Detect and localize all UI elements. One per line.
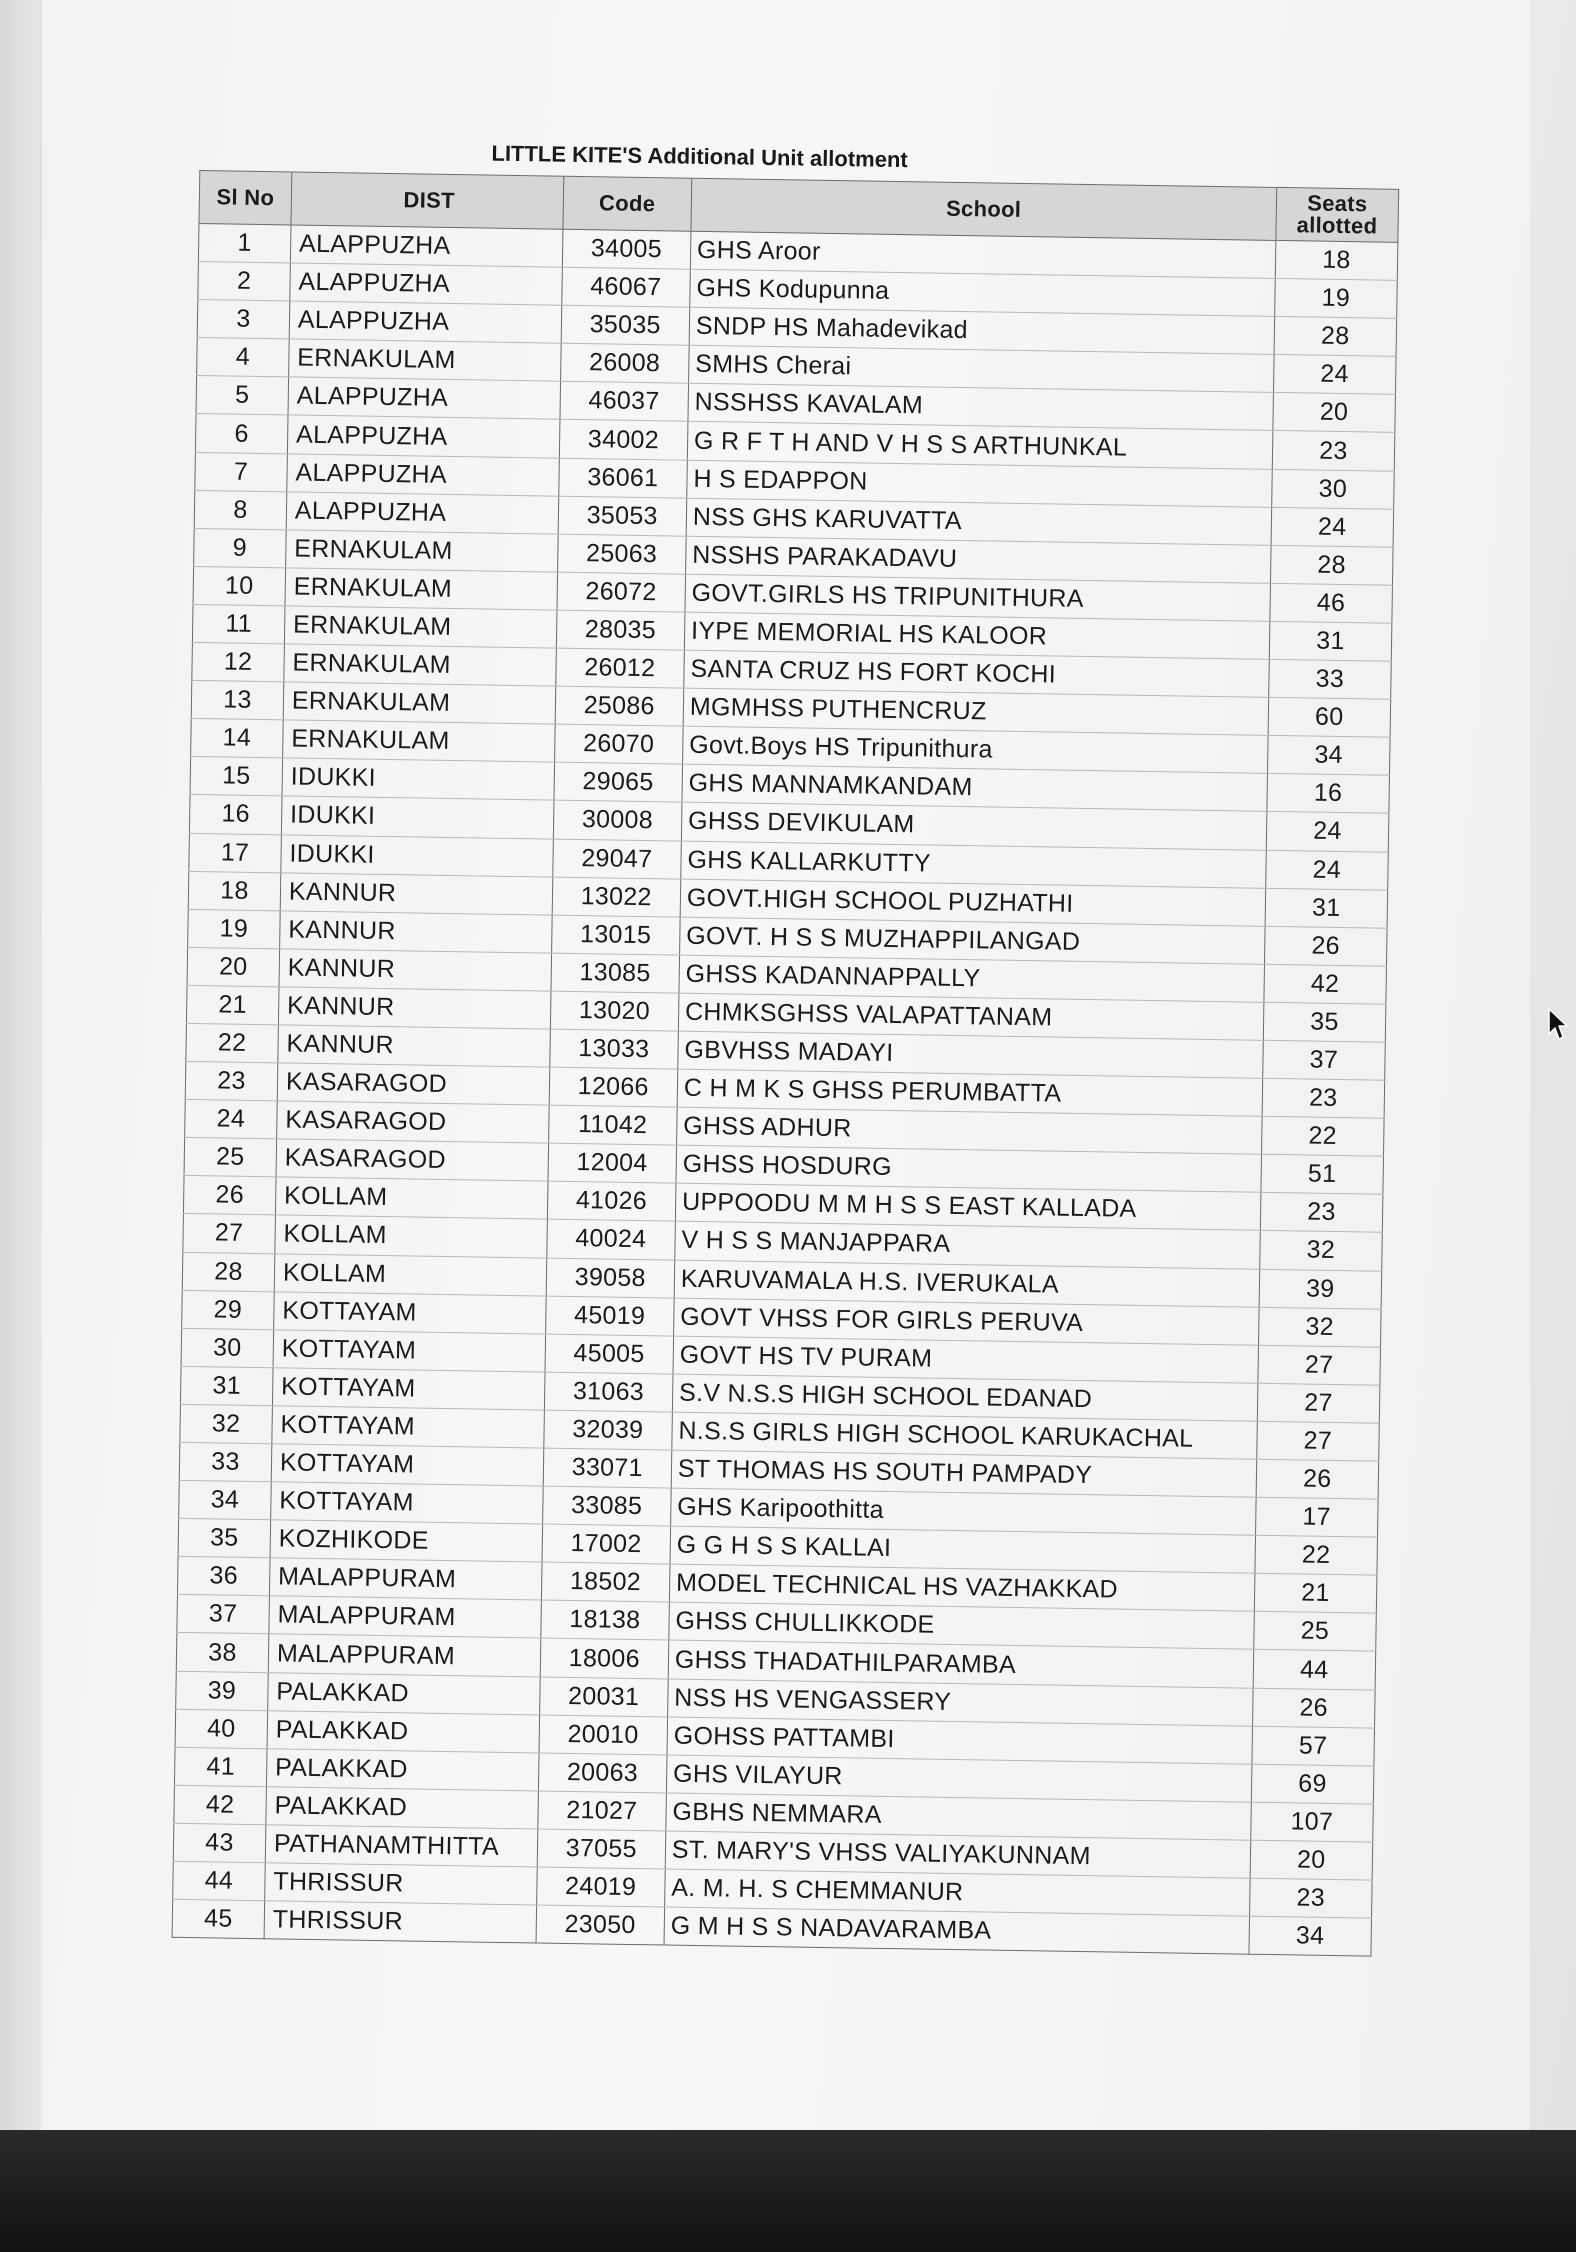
cell-dist: KANNUR bbox=[280, 872, 552, 914]
cell-school: G M H S S NADAVARAMBA bbox=[664, 1907, 1249, 1954]
cell-sl-no: 28 bbox=[182, 1252, 274, 1292]
cell-sl-no: 41 bbox=[174, 1747, 266, 1787]
cell-school: NSSHSS KAVALAM bbox=[688, 384, 1273, 431]
cell-sl-no: 33 bbox=[179, 1442, 271, 1482]
cell-code: 26070 bbox=[554, 724, 683, 764]
cell-seats-allotted: 34 bbox=[1267, 736, 1390, 776]
cell-sl-no: 12 bbox=[192, 642, 284, 682]
cell-seats-allotted: 26 bbox=[1264, 926, 1387, 966]
cell-dist: KANNUR bbox=[279, 949, 551, 991]
cell-school: KARUVAMALA H.S. IVERUKALA bbox=[674, 1260, 1259, 1307]
cell-school: IYPE MEMORIAL HS KALOOR bbox=[684, 612, 1269, 659]
cell-seats-allotted: 23 bbox=[1260, 1193, 1383, 1233]
cell-dist: ERNAKULAM bbox=[286, 530, 558, 572]
cell-school: GHSS CHULLIKKODE bbox=[669, 1602, 1254, 1649]
cell-seats-allotted: 44 bbox=[1253, 1650, 1376, 1690]
cell-dist: IDUKKI bbox=[281, 796, 553, 838]
cell-sl-no: 10 bbox=[193, 566, 285, 606]
cell-code: 34002 bbox=[559, 420, 688, 460]
cell-dist: THRISSUR bbox=[265, 1863, 537, 1905]
cell-sl-no: 26 bbox=[183, 1176, 275, 1216]
cell-seats-allotted: 20 bbox=[1250, 1840, 1373, 1880]
cell-dist: KOZHIKODE bbox=[270, 1520, 542, 1562]
cell-school: GOVT. H S S MUZHAPPILANGAD bbox=[679, 917, 1264, 964]
cell-sl-no: 13 bbox=[191, 681, 283, 721]
cell-seats-allotted: 22 bbox=[1261, 1116, 1384, 1156]
cell-dist: KANNUR bbox=[280, 911, 552, 953]
cell-code: 32039 bbox=[543, 1410, 672, 1450]
cell-code: 13085 bbox=[551, 953, 680, 993]
cell-seats-allotted: 46 bbox=[1270, 583, 1393, 623]
cell-school: GOVT VHSS FOR GIRLS PERUVA bbox=[673, 1298, 1258, 1345]
cell-dist: PATHANAMTHITTA bbox=[265, 1825, 537, 1867]
table-body bbox=[172, 223, 1398, 1956]
cell-school: GOHSS PATTAMBI bbox=[667, 1717, 1252, 1764]
cell-sl-no: 39 bbox=[176, 1671, 268, 1711]
cell-seats-allotted: 20 bbox=[1273, 393, 1396, 433]
column-header-dist: DIST bbox=[291, 172, 564, 229]
cell-code: 13015 bbox=[551, 915, 680, 955]
cell-seats-allotted: 30 bbox=[1271, 469, 1394, 509]
cell-code: 11042 bbox=[548, 1105, 677, 1145]
cell-seats-allotted: 42 bbox=[1264, 964, 1387, 1004]
cell-code: 23050 bbox=[536, 1905, 665, 1945]
monitor-bottom-bezel bbox=[0, 2130, 1576, 2252]
cell-dist: ALAPPUZHA bbox=[287, 415, 559, 457]
cell-dist: KASARAGOD bbox=[277, 1063, 549, 1105]
cell-sl-no: 17 bbox=[189, 833, 281, 873]
cell-seats-allotted: 24 bbox=[1266, 812, 1389, 852]
column-header-code: Code bbox=[563, 176, 692, 231]
cell-dist: PALAKKAD bbox=[268, 1672, 540, 1714]
document-title: LITTLE KITE'S Additional Unit allotment bbox=[491, 140, 908, 173]
cell-seats-allotted: 21 bbox=[1254, 1574, 1377, 1614]
cell-code: 29047 bbox=[552, 839, 681, 879]
allotment-table bbox=[172, 170, 1400, 1957]
cell-dist: ALAPPUZHA bbox=[290, 225, 562, 267]
cell-seats-allotted: 28 bbox=[1274, 317, 1397, 357]
cell-sl-no: 21 bbox=[186, 985, 278, 1025]
cell-school: GBHS NEMMARA bbox=[666, 1793, 1251, 1840]
cell-dist: IDUKKI bbox=[282, 758, 554, 800]
cell-sl-no: 40 bbox=[175, 1709, 267, 1749]
cell-sl-no: 19 bbox=[188, 909, 280, 949]
cell-code: 20063 bbox=[538, 1753, 667, 1793]
cell-code: 26008 bbox=[560, 343, 689, 383]
cell-code: 36061 bbox=[558, 458, 687, 498]
cell-sl-no: 44 bbox=[173, 1861, 265, 1901]
cell-school: GHS Aroor bbox=[690, 231, 1275, 278]
cell-dist: ALAPPUZHA bbox=[288, 377, 560, 419]
cell-seats-allotted: 16 bbox=[1267, 774, 1390, 814]
cell-seats-allotted: 25 bbox=[1253, 1612, 1376, 1652]
cell-school: GHS KALLARKUTTY bbox=[681, 841, 1266, 888]
cell-seats-allotted: 69 bbox=[1251, 1764, 1374, 1804]
cell-dist: KOTTAYAM bbox=[271, 1444, 543, 1486]
cell-seats-allotted: 22 bbox=[1255, 1535, 1378, 1575]
allotment-document bbox=[172, 128, 1450, 1958]
cell-sl-no: 35 bbox=[178, 1519, 270, 1559]
cell-dist: ERNAKULAM bbox=[283, 720, 555, 762]
cell-code: 45005 bbox=[545, 1334, 674, 1374]
cell-school: G G H S S KALLAI bbox=[670, 1526, 1255, 1573]
cell-seats-allotted: 107 bbox=[1250, 1802, 1373, 1842]
cell-dist: MALAPPURAM bbox=[269, 1596, 541, 1638]
cell-school: SNDP HS Mahadevikad bbox=[689, 307, 1274, 354]
cell-dist: ERNAKULAM bbox=[285, 568, 557, 610]
cell-school: CHMKSGHSS VALAPATTANAM bbox=[678, 993, 1263, 1040]
cell-dist: PALAKKAD bbox=[266, 1749, 538, 1791]
cell-school: H S EDAPPON bbox=[687, 460, 1272, 507]
cell-school: ST. MARY'S VHSS VALIYAKUNNAM bbox=[665, 1831, 1250, 1878]
cell-sl-no: 8 bbox=[194, 490, 286, 530]
cell-sl-no: 18 bbox=[188, 871, 280, 911]
cell-dist: PALAKKAD bbox=[266, 1787, 538, 1829]
cell-dist: IDUKKI bbox=[281, 834, 553, 876]
cell-school: A. M. H. S CHEMMANUR bbox=[665, 1869, 1250, 1916]
cell-code: 21027 bbox=[537, 1791, 666, 1831]
column-header-seats-allotted: Seats allotted bbox=[1276, 187, 1399, 242]
cell-code: 40024 bbox=[546, 1220, 675, 1260]
cell-dist: THRISSUR bbox=[264, 1901, 536, 1943]
cell-seats-allotted: 28 bbox=[1270, 545, 1393, 585]
cell-seats-allotted: 39 bbox=[1259, 1269, 1382, 1309]
cell-code: 33071 bbox=[543, 1448, 672, 1488]
cell-sl-no: 20 bbox=[187, 947, 279, 987]
cell-sl-no: 34 bbox=[179, 1480, 271, 1520]
cell-sl-no: 4 bbox=[197, 338, 289, 378]
cell-code: 35035 bbox=[561, 305, 690, 345]
screen-left-edge bbox=[0, 0, 40, 2130]
cell-school: MODEL TECHNICAL HS VAZHAKKAD bbox=[669, 1564, 1254, 1611]
cell-school: GHS MANNAMKANDAM bbox=[682, 764, 1267, 811]
cell-code: 12066 bbox=[549, 1067, 678, 1107]
cell-seats-allotted: 26 bbox=[1256, 1459, 1379, 1499]
cell-school: GHSS THADATHILPARAMBA bbox=[668, 1641, 1253, 1688]
cell-code: 13022 bbox=[552, 877, 681, 917]
cell-sl-no: 11 bbox=[192, 604, 284, 644]
cell-code: 31063 bbox=[544, 1372, 673, 1412]
cell-seats-allotted: 32 bbox=[1259, 1231, 1382, 1271]
cell-seats-allotted: 17 bbox=[1255, 1497, 1378, 1537]
cell-sl-no: 42 bbox=[174, 1785, 266, 1825]
cell-school: ST THOMAS HS SOUTH PAMPADY bbox=[671, 1450, 1256, 1497]
cell-code: 26072 bbox=[557, 572, 686, 612]
cell-code: 28035 bbox=[556, 610, 685, 650]
cell-dist: ALAPPUZHA bbox=[286, 492, 558, 534]
cell-sl-no: 32 bbox=[180, 1404, 272, 1444]
cell-school: MGMHSS PUTHENCRUZ bbox=[683, 688, 1268, 735]
cell-seats-allotted: 37 bbox=[1262, 1040, 1385, 1080]
cell-code: 26012 bbox=[555, 648, 684, 688]
cell-school: N.S.S GIRLS HIGH SCHOOL KARUKACHAL bbox=[672, 1412, 1257, 1459]
cell-sl-no: 29 bbox=[182, 1290, 274, 1330]
cell-dist: MALAPPURAM bbox=[268, 1634, 540, 1676]
cell-dist: KOLLAM bbox=[274, 1253, 546, 1295]
cell-sl-no: 31 bbox=[180, 1366, 272, 1406]
cell-dist: KANNUR bbox=[278, 1025, 550, 1067]
cell-school: GOVT.HIGH SCHOOL PUZHATHI bbox=[680, 879, 1265, 926]
cell-code: 37055 bbox=[537, 1829, 666, 1869]
cell-seats-allotted: 34 bbox=[1249, 1916, 1372, 1956]
cell-school: NSS GHS KARUVATTA bbox=[686, 498, 1271, 545]
cell-school: GHSS DEVIKULAM bbox=[681, 803, 1266, 850]
cell-sl-no: 16 bbox=[189, 795, 281, 835]
cell-seats-allotted: 23 bbox=[1249, 1878, 1372, 1918]
cell-dist: ALAPPUZHA bbox=[289, 301, 561, 343]
cell-code: 18138 bbox=[540, 1600, 669, 1640]
cell-dist: KOLLAM bbox=[275, 1177, 547, 1219]
cell-sl-no: 38 bbox=[176, 1633, 268, 1673]
cell-seats-allotted: 57 bbox=[1252, 1726, 1375, 1766]
cell-seats-allotted: 35 bbox=[1263, 1002, 1386, 1042]
cell-code: 12004 bbox=[548, 1143, 677, 1183]
cell-seats-allotted: 31 bbox=[1269, 621, 1392, 661]
cell-seats-allotted: 33 bbox=[1268, 659, 1391, 699]
cell-school: SANTA CRUZ HS FORT KOCHI bbox=[684, 650, 1269, 697]
cell-code: 13033 bbox=[549, 1029, 678, 1069]
cell-code: 20010 bbox=[539, 1715, 668, 1755]
cell-dist: ALAPPUZHA bbox=[287, 453, 559, 495]
cell-code: 46037 bbox=[560, 382, 689, 422]
cell-seats-allotted: 60 bbox=[1268, 697, 1391, 737]
cell-school: GBVHSS MADAYI bbox=[678, 1031, 1263, 1078]
cell-dist: KOTTAYAM bbox=[272, 1406, 544, 1448]
cell-dist: ERNAKULAM bbox=[284, 644, 556, 686]
cell-dist: KOTTAYAM bbox=[271, 1482, 543, 1524]
cell-school: GOVT HS TV PURAM bbox=[673, 1336, 1258, 1383]
cell-sl-no: 5 bbox=[196, 376, 288, 416]
cell-code: 13020 bbox=[550, 991, 679, 1031]
cell-dist: KASARAGOD bbox=[276, 1139, 548, 1181]
cell-seats-allotted: 26 bbox=[1252, 1688, 1375, 1728]
cell-school: GHSS HOSDURG bbox=[676, 1145, 1261, 1192]
cell-sl-no: 22 bbox=[186, 1023, 278, 1063]
cell-code: 35053 bbox=[558, 496, 687, 536]
cell-sl-no: 24 bbox=[185, 1100, 277, 1140]
cell-seats-allotted: 19 bbox=[1274, 278, 1397, 318]
cell-seats-allotted: 27 bbox=[1258, 1345, 1381, 1385]
cell-code: 18006 bbox=[540, 1639, 669, 1679]
cell-school: GHSS KADANNAPPALLY bbox=[679, 955, 1264, 1002]
cell-sl-no: 45 bbox=[172, 1899, 264, 1939]
cell-dist: ERNAKULAM bbox=[289, 339, 561, 381]
cell-seats-allotted: 23 bbox=[1272, 431, 1395, 471]
cell-sl-no: 37 bbox=[177, 1595, 269, 1635]
cell-code: 17002 bbox=[542, 1524, 671, 1564]
cell-school: NSS HS VENGASSERY bbox=[668, 1679, 1253, 1726]
cell-sl-no: 3 bbox=[197, 300, 289, 340]
cell-code: 29065 bbox=[554, 762, 683, 802]
cell-dist: KOTTAYAM bbox=[274, 1291, 546, 1333]
cell-school: S.V N.S.S HIGH SCHOOL EDANAD bbox=[672, 1374, 1257, 1421]
cell-code: 34005 bbox=[562, 229, 691, 269]
cell-code: 33085 bbox=[542, 1486, 671, 1526]
cell-sl-no: 2 bbox=[198, 262, 290, 302]
cell-seats-allotted: 27 bbox=[1257, 1383, 1380, 1423]
column-header-school: School bbox=[691, 178, 1277, 240]
cell-school: SMHS Cherai bbox=[688, 345, 1273, 392]
cell-sl-no: 1 bbox=[198, 223, 290, 263]
cell-seats-allotted: 24 bbox=[1271, 507, 1394, 547]
cell-code: 24019 bbox=[536, 1867, 665, 1907]
cell-sl-no: 36 bbox=[177, 1557, 269, 1597]
cell-dist: KOTTAYAM bbox=[273, 1330, 545, 1372]
cell-seats-allotted: 23 bbox=[1262, 1078, 1385, 1118]
cell-seats-allotted: 51 bbox=[1261, 1155, 1384, 1195]
cell-code: 25063 bbox=[557, 534, 686, 574]
cell-code: 30008 bbox=[553, 801, 682, 841]
cell-code: 46067 bbox=[561, 267, 690, 307]
cell-school: GHS VILAYUR bbox=[666, 1755, 1251, 1802]
cell-sl-no: 25 bbox=[184, 1138, 276, 1178]
cell-sl-no: 6 bbox=[195, 414, 287, 454]
cell-seats-allotted: 24 bbox=[1273, 355, 1396, 395]
cell-dist: MALAPPURAM bbox=[269, 1558, 541, 1600]
cell-dist: KOLLAM bbox=[275, 1215, 547, 1257]
cell-sl-no: 7 bbox=[195, 452, 287, 492]
cell-school: GHS Kodupunna bbox=[690, 269, 1275, 316]
cell-sl-no: 14 bbox=[191, 719, 283, 759]
cell-seats-allotted: 18 bbox=[1275, 240, 1398, 280]
cell-sl-no: 43 bbox=[173, 1823, 265, 1863]
cell-dist: ERNAKULAM bbox=[284, 606, 556, 648]
cell-school: UPPOODU M M H S S EAST KALLADA bbox=[675, 1183, 1260, 1230]
cell-sl-no: 15 bbox=[190, 757, 282, 797]
cell-school: C H M K S GHSS PERUMBATTA bbox=[677, 1069, 1262, 1116]
cell-school: NSSHS PARAKADAVU bbox=[685, 536, 1270, 583]
cell-dist: KASARAGOD bbox=[277, 1101, 549, 1143]
cell-sl-no: 9 bbox=[194, 528, 286, 568]
cell-dist: KANNUR bbox=[278, 987, 550, 1029]
cell-sl-no: 23 bbox=[185, 1061, 277, 1101]
cell-dist: ALAPPUZHA bbox=[290, 263, 562, 305]
cell-school: G R F T H AND V H S S ARTHUNKAL bbox=[687, 422, 1272, 469]
cell-seats-allotted: 31 bbox=[1265, 888, 1388, 928]
cell-dist: KOTTAYAM bbox=[272, 1368, 544, 1410]
cell-code: 25086 bbox=[555, 686, 684, 726]
cell-code: 41026 bbox=[547, 1181, 676, 1221]
cell-school: Govt.Boys HS Tripunithura bbox=[682, 726, 1267, 773]
cell-dist: PALAKKAD bbox=[267, 1710, 539, 1752]
cell-code: 45019 bbox=[545, 1296, 674, 1336]
cell-school: V H S S MANJAPPARA bbox=[675, 1222, 1260, 1269]
cell-code: 18502 bbox=[541, 1562, 670, 1602]
cell-school: GOVT.GIRLS HS TRIPUNITHURA bbox=[685, 574, 1270, 621]
cell-school: GHS Karipoothitta bbox=[671, 1488, 1256, 1535]
cell-seats-allotted: 32 bbox=[1258, 1307, 1381, 1347]
mouse-pointer-icon bbox=[1548, 1008, 1570, 1042]
cell-school: GHSS ADHUR bbox=[676, 1107, 1261, 1154]
cell-code: 20031 bbox=[539, 1677, 668, 1717]
column-header-sl-no: Sl No bbox=[199, 171, 292, 225]
cell-code: 39058 bbox=[546, 1258, 675, 1298]
cell-seats-allotted: 24 bbox=[1265, 850, 1388, 890]
cell-seats-allotted: 27 bbox=[1256, 1421, 1379, 1461]
cell-sl-no: 30 bbox=[181, 1328, 273, 1368]
cell-dist: ERNAKULAM bbox=[283, 682, 555, 724]
cell-sl-no: 27 bbox=[183, 1214, 275, 1254]
